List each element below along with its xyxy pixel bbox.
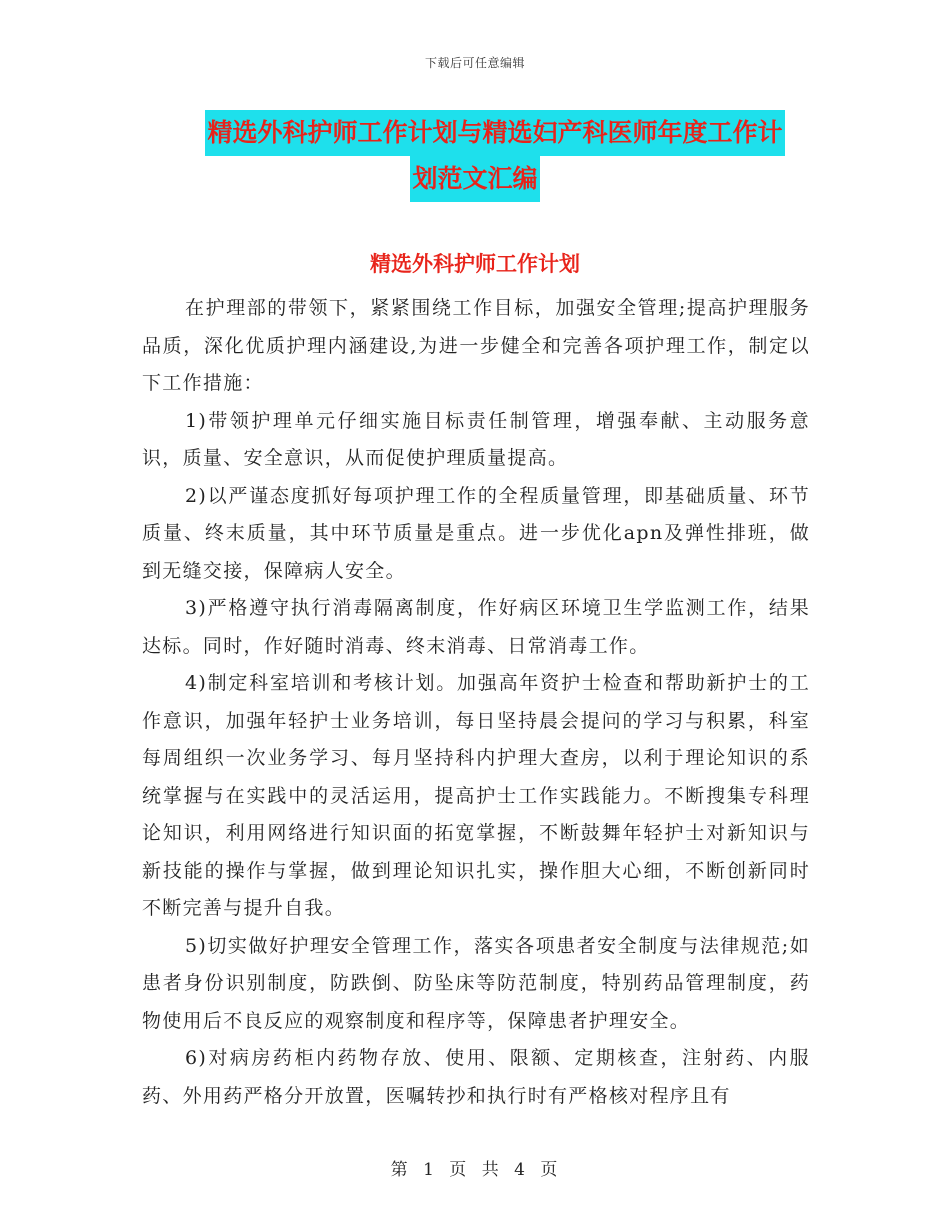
document-title-line-2: 划范文汇编 — [410, 156, 539, 202]
section-title: 精选外科护师工作计划 — [370, 252, 580, 276]
paragraph-item-3: 3)严格遵守执行消毒隔离制度，作好病区环境卫生学监测工作，结果达标。同时，作好随时消毒、终末消毒、日常消毒工作。 — [142, 597, 810, 657]
paragraph-item-2: 2)以严谨态度抓好每项护理工作的全程质量管理，即基础质量、环节质量、终末质量，其中环节质量是重点。进一步优化apn及弹性排班，做到无缝交接，保障病人安全。 — [142, 484, 810, 582]
paragraph-item-1: 1)带领护理单元仔细实施目标责任制管理，增强奉献、主动服务意识，质量、安全意识，从而促使护理质量提高。 — [142, 409, 810, 469]
paragraph-item-5: 5)切实做好护理安全管理工作，落实各项患者安全制度与法律规范;如患者身份识别制度，防跌倒、防坠床等防范制度，特别药品管理制度，药物使用后不良反应的观察制度和程序等，保障患者护理安全。 — [142, 934, 810, 1032]
document-title-line-1: 精选外科护师工作计划与精选妇产科医师年度工作计 — [205, 110, 784, 156]
body-text — [142, 290, 810, 1115]
paragraph-item-6: 6)对病房药柜内药物存放、使用、限额、定期核查，注射药、内服药、外用药严格分开放置，医嘱转抄和执行时有严格核对程序且有 — [142, 1047, 810, 1107]
page-header: 下载后可任意编辑 — [424, 56, 525, 70]
document-title — [0, 110, 950, 202]
paragraph-intro: 在护理部的带领下，紧紧围绕工作目标，加强安全管理;提高护理服务品质，深化优质护理内涵建设,为进一步健全和完善各项护理工作，制定以下工作措施： — [142, 297, 810, 394]
page-footer: 第 1 页 共 4 页 — [390, 1160, 560, 1180]
paragraph-item-4: 4)制定科室培训和考核计划。加强高年资护士检查和帮助新护士的工作意识，加强年轻护士业务培训，每日坚持晨会提问的学习与积累，科室每周组织一次业务学习、每月坚持科内护理大查房，以利于理论知识的系统掌握与在实践中的灵活运用，提高护士工作实践能力。不断搜集专科理论知识，利用网络进行知识面的拓宽掌握，不断鼓舞年轻护士对新知识与新技能的操作与掌握，做到理论知识扎实，操作胆大心细，不断创新同时不断完善与提升自我。 — [142, 672, 810, 919]
